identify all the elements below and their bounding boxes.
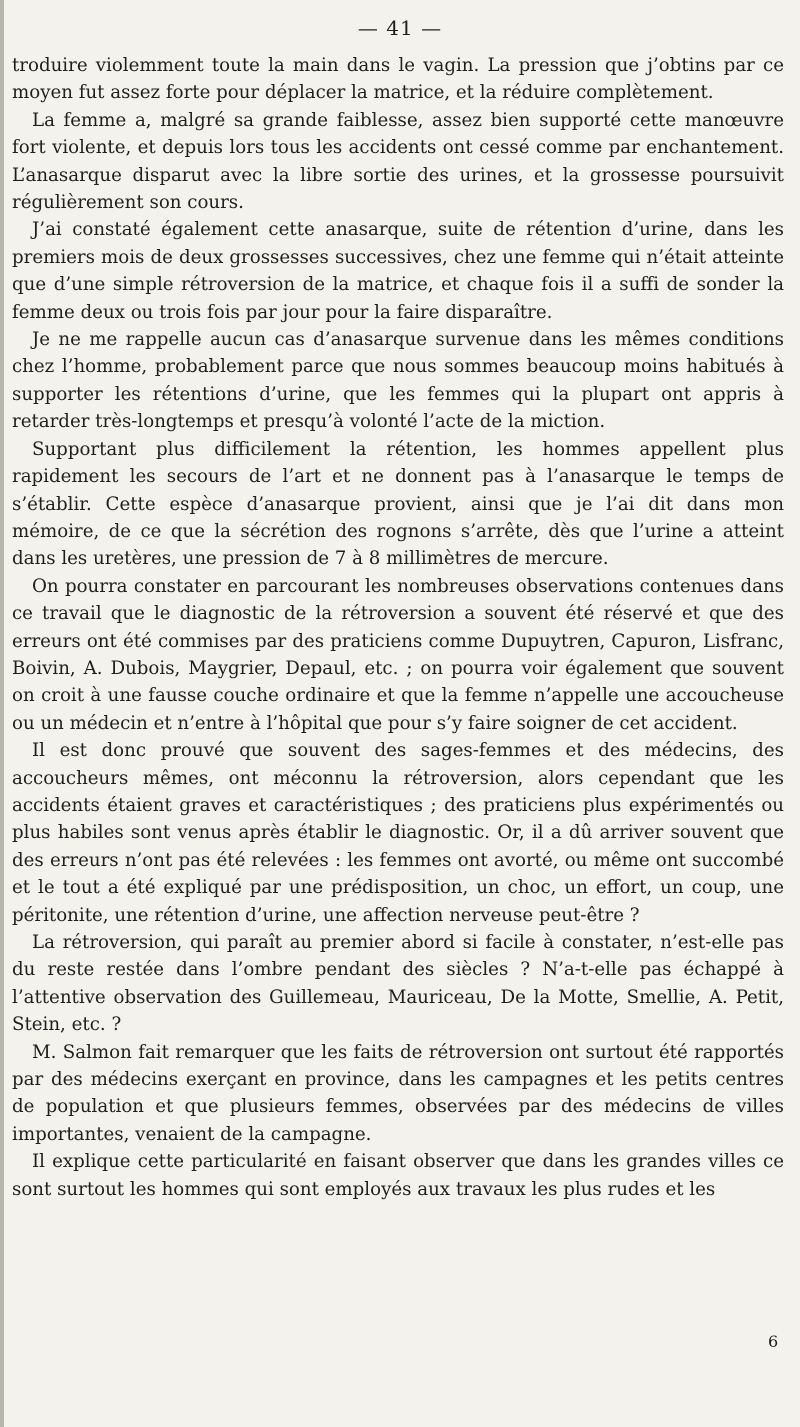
- paragraph: Il explique cette particularité en faisant observer que dans les grandes villes ce sont surtout les hommes qui sont employés aux travaux les plus rudes et les: [12, 1151, 784, 1200]
- paragraph: troduire violemment toute la main dans le vagin. La pression que j’obtins par ce moyen fut assez forte pour déplacer la matrice, et la réduire complètement.: [12, 55, 784, 104]
- paragraph: Supportant plus difficilement la rétention, les hommes appellent plus rapidement les secours de l’art et ne donnent pas à l’anasarque le temps de s’établir. Cette espèce d’anasarque provient, ainsi que je l’ai dit dans mon mémoire, de ce que la sécrétion des rognons s’arrête, dès que l’urine a atteint dans les uretères, une pression de 7 à 8 millimètres de mercure.: [12, 438, 784, 570]
- paragraph: M. Salmon fait remarquer que les faits de rétroversion ont surtout été rapportés par des médecins exerçant en province, dans les campagnes et les petits centres de population et que plusieurs femmes, observées par des médecins de villes importantes, venaient de la campagne.: [12, 1041, 784, 1145]
- page-edge-shadow: [0, 0, 4, 1427]
- paragraph: J’ai constaté également cette anasarque, suite de rétention d’urine, dans les premiers mois de deux grossesses successives, chez une femme qui n’était atteinte que d’une simple rétroversion de la matrice, et chaque fois il a suffi de sonder la femme deux ou trois fois par jour pour la faire disparaître.: [12, 219, 784, 323]
- paragraph: La femme a, malgré sa grande faiblesse, assez bien supporté cette manœuvre fort violente, et depuis lors tous les accidents ont cessé comme par enchantement. L’anasarque disparut avec la libre sortie des urines, et la grossesse poursuivit régulièrement son cours.: [12, 109, 784, 214]
- paragraph: Il est donc prouvé que souvent des sages-femmes et des médecins, des accoucheurs mêmes, ont méconnu la rétroversion, alors cependant que les accidents étaient graves et caractéristiques ; des praticiens plus expérimentés ou plus habiles sont venus après établir le diagnostic. Or, il a dû arriver souvent que des erreurs n’ont pas été relevées : les femmes ont avorté, ou même ont succombé et le tout a été expliqué par une prédisposition, un choc, un effort, un coup, une péritonite, une rétention d’urine, une affection nerveuse peut-être ?: [12, 740, 784, 926]
- paragraph: Je ne me rappelle aucun cas d’anasarque survenue dans les mêmes conditions chez l’homme, probablement parce que nous sommes beaucoup moins habitués à supporter les rétentions d’urine, que les femmes qui la plupart ont appris à retarder très-longtemps et presqu’à volonté l’acte de la miction.: [12, 329, 784, 433]
- signature-mark: 6: [768, 1332, 779, 1351]
- paragraph: La rétroversion, qui paraît au premier abord si facile à constater, n’est-elle pas du reste restée dans l’ombre pendant des siècles ? N’a-t-elle pas échappé à l’attentive observation des Guillemeau, Mauriceau, De la Motte, Smellie, A. Petit, Stein, etc. ?: [12, 932, 784, 1036]
- paragraph: On pourra constater en parcourant les nombreuses observations contenues dans ce travail que le diagnostic de la rétroversion a souvent été réservé et que des erreurs ont été commises par des praticiens comme Dupuytren, Capuron, Lisfranc, Boivin, A. Dubois, Maygrier, Depaul, etc. ; on pourra voir également que souvent on croit à une fausse couche ordinaire et que la femme n’appelle une accoucheuse ou un médecin et n’entre à l’hôpital que pour s’y faire soigner de cet accident.: [12, 575, 784, 734]
- body-text: [12, 52, 784, 1203]
- page-number-header: — 41 —: [357, 16, 443, 40]
